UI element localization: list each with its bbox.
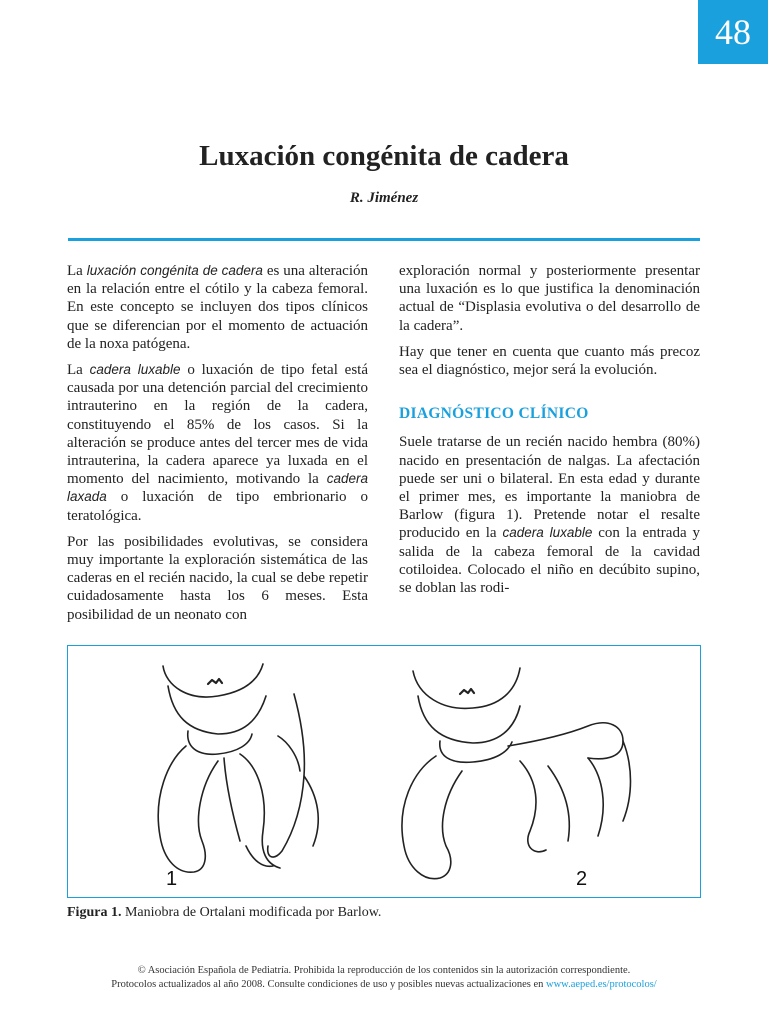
paragraph: exploración normal y posteriormente presentar una luxación es lo que justifica la denominación actual de “Displasia evolutiva o del desarrollo de la cadera”. [399,263,700,334]
paragraph: Hay que tener en cuenta que cuanto más precoz sea el diagnóstico, mejor será la evolución. [399,343,700,379]
paragraph: Suele tratarse de un recién nacido hembra (80%) nacido en presentación de nalgas. La afectación puede ser uni o bilateral. En esta edad y durante el primer mes, es importante la maniobra de Barlow (figura 1). Pretende notar el resalte producido en la cadera luxable con la entrada y salida de la cabeza femoral de la cavidad cotiloidea. Colocado el niño en decúbito supino, se doblan las rodi- [399,434,700,597]
paragraph: La cadera luxable o luxación de tipo fetal está causada por una detención parcial del crecimiento intrauterino en la región de la cadera, constituyendo el 85% de los casos. Si la alteración se produce antes del tercer mes de vida intrauterina, la cadera aparece ya luxada en el momento del nacimiento, motivando la cadera laxada o luxación de tipo embrionario o teratológica. [67,362,368,524]
right-column [399,262,700,605]
footer-copyright: © Asociación Española de Pediatría. Prohibida la reproducción de los contenidos sin la autorización correspondiente. [137,965,631,976]
left-column [67,262,368,632]
author: R. Jiménez [349,190,419,206]
page-number: 48 [698,0,768,64]
footer [0,964,768,992]
figure-barlow-maneuver [67,645,701,898]
figure-label-1: 1 [166,868,178,890]
paragraph: Por las posibilidades evolutivas, se considera muy importante la exploración sistemática de las caderas en el recién nacido, la cual se debe repetir cuidadosamente hasta los 6 meses. Esta posibilidad de un neonato con [67,533,368,623]
footer-link[interactable]: www.aeped.es/protocolos/ [546,979,657,990]
infant-hip-illustration [68,646,702,899]
figure-caption: Figura 1. Maniobra de Ortalani modificada por Barlow. [67,905,382,920]
section-heading: DIAGNÓSTICO CLÍNICO [399,405,589,423]
page-title: Luxación congénita de cadera [199,140,569,172]
title-divider [68,238,700,241]
paragraph: La luxación congénita de cadera es una alteración en la relación entre el cótilo y la cabeza femoral. En este concepto se incluyen dos tipos clínicos que se diferencian por el momento de actuación de la noxa patógena. [67,263,368,352]
footer-update-note: Protocolos actualizados al año 2008. Consulte condiciones de uso y posibles nuevas actualizaciones en www.aeped.es/protocolos/ [111,979,657,990]
figure-label-2: 2 [576,868,588,890]
